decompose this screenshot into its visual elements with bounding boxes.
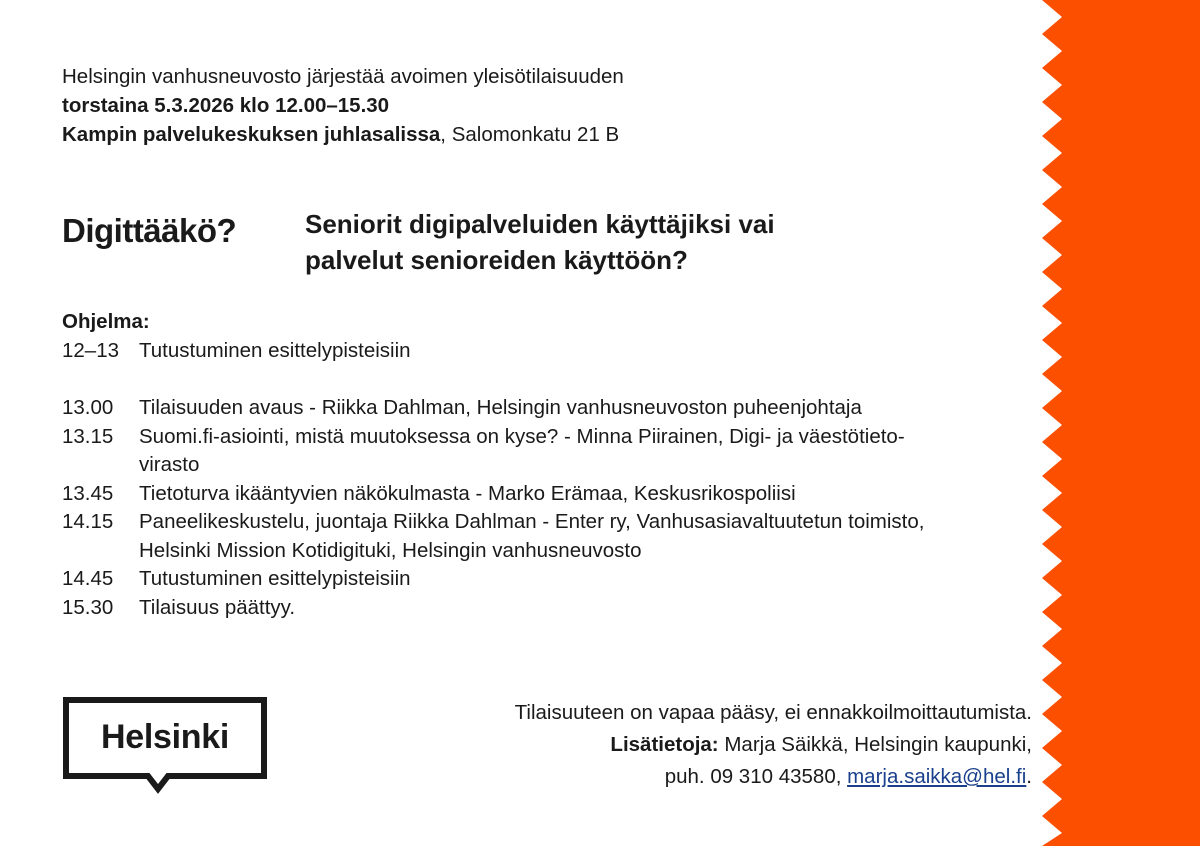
contact-phone: puh. 09 310 43580, [664,765,848,788]
program-time: 14.15 [62,510,114,533]
program-item [62,594,1039,623]
event-date: torstaina 5.3.2026 klo 12.00–15.30 [62,94,390,117]
program-description: Tilaisuus päättyy. [139,595,296,619]
program-item [62,565,1039,594]
program-item [62,394,1039,423]
program-time: 13.45 [62,481,114,505]
logo-wordmark: Helsinki [101,718,229,756]
program-description [139,508,1039,565]
contact-label: Lisätietoja: [610,733,719,756]
program-description-line: Helsinki Mission Kotidigituki, Helsingin vanhusneuvosto [139,538,642,562]
program-item [62,423,1039,480]
event-intro [62,62,624,149]
helsinki-logo [62,696,268,794]
contact-name: Marja Säikkä, Helsingin kaupunki, [718,733,1032,756]
program-spacer [62,366,1039,395]
event-location [62,120,624,149]
program-description: Tutustuminen esittelypisteisiin [139,339,411,362]
program-heading: Ohjelma: [62,310,150,333]
email-link[interactable]: marja.saikka@hel.fi [847,765,1027,788]
admission-note: Tilaisuuteen on vapaa pääsy, ei ennakkoilmoittautumista. [514,701,1032,724]
contact-period: . [1026,765,1032,788]
subheadline-line-1: Seniorit digipalveluiden käyttäjiksi vai [305,209,775,239]
program-description-line: virasto [139,453,200,476]
program-time: 14.45 [62,567,114,590]
program-item [62,508,1039,565]
program-time: 13.00 [62,396,114,419]
contact-details [515,761,1032,793]
program-description: Tilaisuuden avaus - Riikka Dahlman, Helsingin vanhusneuvoston puheenjohtaja [139,396,862,419]
program [62,308,1039,622]
orange-zigzag-border [1040,0,1200,846]
contact-line [515,729,1032,761]
program-description: Tutustuminen esittelypisteisiin [139,567,411,590]
program-item [62,337,1039,366]
subheadline-line-2: palvelut senioreiden käyttöön? [305,245,688,275]
program-description-line: Suomi.fi-asiointi, mistä muutoksessa on kyse? - Minna Piirainen, Digi- ja väestötieto- [139,424,905,448]
program-description: Tietoturva ikääntyvien näkökulmasta - Marko Erämaa, Keskusrikospoliisi [139,481,796,505]
subheadline [305,206,775,278]
venue-address: , Salomonkatu 21 B [440,123,620,146]
headline: Digittääkö? [62,212,237,249]
program-description [139,423,1039,480]
program-time: 15.30 [62,595,114,619]
venue-name: Kampin palvelukeskuksen juhlasalissa [62,123,441,146]
program-time: 13.15 [62,424,114,448]
footer-info [515,697,1032,793]
program-item [62,480,1039,509]
program-description-line: Paneelikeskustelu, juontaja Riikka Dahlman - Enter ry, Vanhusasiavaltuutetun toimisto, [139,510,925,533]
program-time: 12–13 [62,339,120,362]
organizer-line: Helsingin vanhusneuvosto järjestää avoimen yleisötilaisuuden [62,65,624,88]
